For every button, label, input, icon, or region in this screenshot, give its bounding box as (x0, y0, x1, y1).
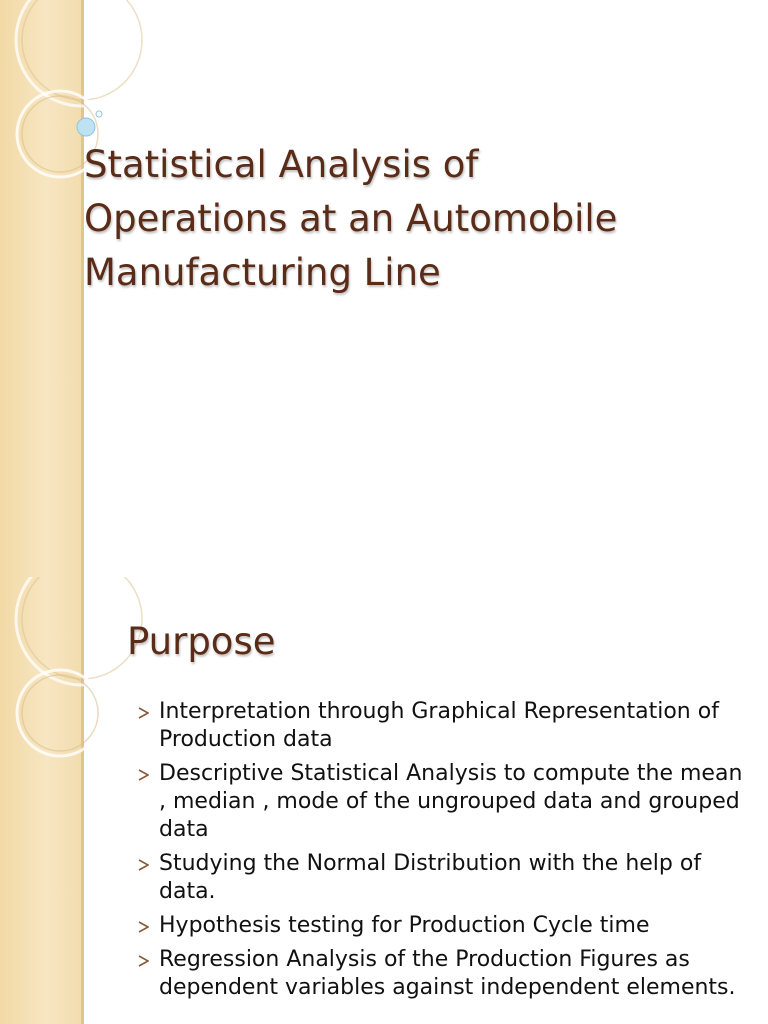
arrow-bullet-icon (138, 769, 149, 781)
title-line-1: Statistical Analysis of (84, 143, 479, 186)
section-heading: Purpose (127, 620, 276, 663)
title-line-3: Manufacturing Line (84, 251, 441, 294)
arrow-bullet-icon (138, 859, 149, 871)
arrow-bullet-icon (138, 955, 149, 967)
bullet-text: Studying the Normal Distribution with the help of data. (159, 851, 702, 904)
slide-title (84, 138, 744, 300)
purpose-bullet-list (136, 698, 746, 1008)
bullet-text: Interpretation through Graphical Representation of Production data (159, 699, 719, 752)
list-item (136, 912, 746, 940)
bullet-text: Descriptive Statistical Analysis to compute the mean , median , mode of the ungrouped data and grouped data (159, 761, 743, 842)
list-item (136, 698, 746, 754)
bullet-text: Hypothesis testing for Production Cycle time (159, 913, 650, 938)
title-line-2: Operations at an Automobile (84, 197, 618, 240)
arrow-bullet-icon (138, 707, 149, 719)
list-item (136, 850, 746, 906)
list-item (136, 760, 746, 844)
arrow-bullet-icon (138, 921, 149, 933)
list-item (136, 946, 746, 1002)
bullet-text: Regression Analysis of the Production Figures as dependent variables against independent elements. (159, 947, 736, 1000)
